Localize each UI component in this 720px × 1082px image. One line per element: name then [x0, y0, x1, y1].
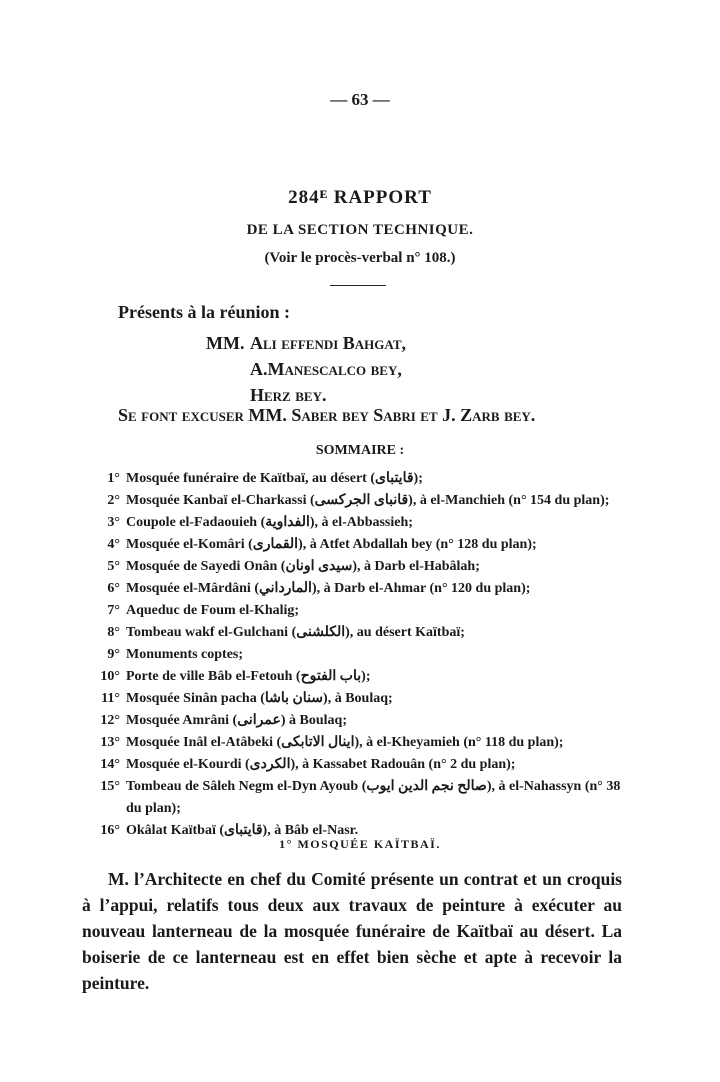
sommaire-title: SOMMAIRE :: [315, 443, 405, 458]
proces-verbal-reference: (Voir le procès-verbal n° 108.): [264, 250, 456, 266]
report-title: 284ᴱ RAPPORT: [288, 187, 432, 208]
list-item: [80, 776, 640, 820]
list-item: [80, 490, 640, 512]
list-item: [80, 534, 640, 556]
item-number: 8°: [107, 625, 120, 640]
item-number: 6°: [107, 581, 120, 596]
member-name: A.Manescalco bey,: [250, 359, 402, 379]
list-item: [80, 468, 640, 490]
item-number: 1°: [107, 471, 120, 486]
presents-label: Présents à la réunion :: [118, 302, 290, 322]
item-text: Mosquée el-Mârdâni (المارداني), à Darb el-Ahmar (n° 120 du plan);: [126, 581, 531, 596]
list-item: [80, 622, 640, 644]
item-number: 7°: [107, 603, 120, 618]
item-text: Monuments coptes;: [126, 647, 244, 662]
item-text: Mosquée el-Kourdi (الكردى), à Kassabet Radouân (n° 2 du plan);: [126, 757, 516, 772]
item-text: Mosquée Inâl el-Atâbeki (اينال الاتابكى), à el-Kheyamieh (n° 118 du plan);: [126, 735, 564, 750]
mm-label: MM.: [206, 333, 245, 353]
member-row: [206, 356, 406, 382]
item-number: 14°: [100, 757, 120, 772]
list-item: [80, 754, 640, 776]
list-item: [80, 578, 640, 600]
item-number: 12°: [100, 713, 120, 728]
sommaire-list: [80, 468, 640, 842]
item-text: Mosquée de Sayedi Onân (سيدى اونان), à Darb el-Habâlah;: [126, 559, 480, 574]
item-text: Tombeau de Sâleh Negm el-Dyn Ayoub (صالح نجم الدين ايوب), à el-Nahassyn (n° 38 du plan);: [126, 779, 621, 816]
list-item: [80, 644, 640, 666]
item-number: 9°: [107, 647, 120, 662]
item-text: Mosquée Amrâni (عمرانى) à Boulaq;: [126, 713, 347, 728]
item-number: 5°: [107, 559, 120, 574]
list-item: [80, 556, 640, 578]
paragraph-text: M. l’Architecte en chef du Comité présente un contrat et un croquis à l’appui, relatifs tous deux aux travaux de peinture à exécuter au nouveau lanterneau de la mosquée funéraire de Kaïtbaï au désert. La boiserie de ce lanterneau est en effet bien sèche et apte à recevoir la peinture.: [82, 869, 622, 993]
item-text: Mosquée funéraire de Kaïtbaï, au désert (قايتباى);: [126, 471, 423, 486]
members-list: [206, 330, 406, 408]
list-item: [80, 732, 640, 754]
list-item: [80, 710, 640, 732]
body-paragraph: [82, 866, 622, 996]
member-name: Herz bey.: [250, 385, 327, 405]
list-item: [80, 600, 640, 622]
item-number: 16°: [100, 823, 120, 838]
item-number: 13°: [100, 735, 120, 750]
divider-rule: [330, 285, 386, 286]
item-text: Coupole el-Fadaouieh (الفداوية), à el-Abbassieh;: [126, 515, 413, 530]
member-row: [206, 330, 406, 356]
member-name: Ali effendi Bahgat,: [250, 333, 406, 353]
page-number: — 63 —: [330, 90, 390, 109]
item-text: Mosquée Sinân pacha (سنان باشا), à Boulaq;: [126, 691, 393, 706]
report-subtitle: DE LA SECTION TECHNIQUE.: [246, 222, 474, 238]
section-heading: 1° MOSQUÉE KAÏTBAÏ.: [279, 837, 441, 851]
item-number: 10°: [100, 669, 120, 684]
item-text: Okâlat Kaïtbaï (قايتباى), à Bâb el-Nasr.: [126, 823, 359, 838]
list-item: [80, 512, 640, 534]
item-number: 2°: [107, 493, 120, 508]
item-text: Tombeau wakf el-Gulchani (الكلشنى), au désert Kaïtbaï;: [126, 625, 465, 640]
item-number: 3°: [107, 515, 120, 530]
list-item: [80, 666, 640, 688]
item-text: Mosquée el-Komâri (القمارى), à Atfet Abdallah bey (n° 128 du plan);: [126, 537, 537, 552]
item-number: 4°: [107, 537, 120, 552]
excused-members: Se font excuser MM. Saber bey Sabri et J. Zarb bey.: [118, 405, 536, 425]
item-text: Aqueduc de Foum el-Khalig;: [126, 603, 300, 618]
item-text: Porte de ville Bâb el-Fetouh (باب الفتوح);: [126, 669, 371, 684]
item-text: Mosquée Kanbaï el-Charkassi (قانباى الجركسى), à el-Manchieh (n° 154 du plan);: [126, 493, 610, 508]
item-number: 11°: [101, 691, 120, 706]
item-number: 15°: [100, 779, 120, 794]
list-item: [80, 688, 640, 710]
